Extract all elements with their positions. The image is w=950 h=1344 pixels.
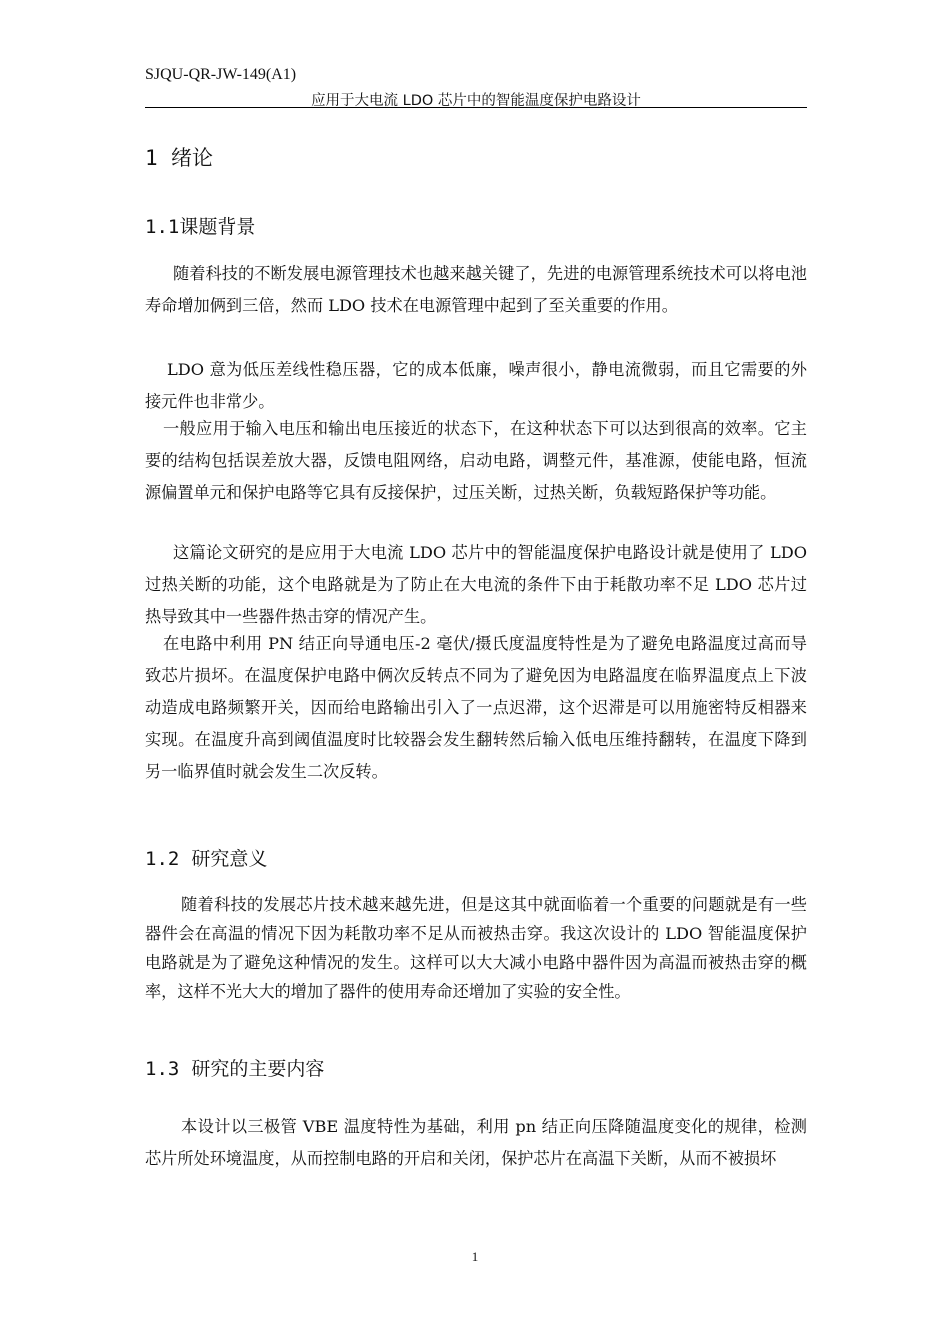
page-number: 1 xyxy=(471,1249,479,1264)
section-title: 课题背景 xyxy=(179,216,256,238)
paragraph: 本设计以三极管 VBE 温度特性为基础，利用 pn 结正向压降随温度变化的规律，检测芯片所处环境温度，从而控制电路的开启和关闭，保护芯片在高温下关断，从而不被损坏 xyxy=(145,1117,807,1168)
section-heading-1-3 xyxy=(145,1054,807,1081)
paragraph: LDO 意为低压差线性稳压器，它的成本低廉，噪声很小，静电流微弱，而且它需要的外接元件也非常少。 xyxy=(145,360,807,411)
paragraph: 随着科技的发展芯片技术越来越先进，但是这其中就面临着一个重要的问题就是有一些器件会在高温的情况下因为耗散功率不足从而被热击穿。我这次设计的 LDO 智能温度保护电路就是为了避免这种情况的发生。这样可以大大减小电路中器件因为高温而被热击穿的概率，这样不光大大的增加了器件的使用寿命还增加了实验的安全性。 xyxy=(145,895,807,1001)
chapter-heading xyxy=(145,142,807,172)
section-heading-1-2 xyxy=(145,844,807,871)
paragraph: 这篇论文研究的是应用于大电流 LDO 芯片中的智能温度保护电路设计就是使用了 LDO 过热关断的功能，这个电路就是为了防止在大电流的条件下由于耗散功率不足 LDO 芯片过热导致其中一些器件热击穿的情况产生。 xyxy=(145,543,807,626)
section-heading-1-1 xyxy=(145,212,807,239)
chapter-number: 1 xyxy=(145,146,158,170)
section-number: 1.2 xyxy=(145,848,180,870)
section-number: 1.3 xyxy=(145,1058,180,1080)
paragraph: 一般应用于输入电压和输出电压接近的状态下，在这种状态下可以达到很高的效率。它主要的结构包括误差放大器，反馈电阻网络，启动电路，调整元件，基准源，使能电路，恒流源偏置单元和保护电路等它具有反接保护，过压关断，过热关断，负载短路保护等功能。 xyxy=(145,419,807,502)
header-rule xyxy=(145,107,807,108)
section-title: 研究意义 xyxy=(191,848,268,870)
paragraph: 在电路中利用 PN 结正向导通电压-2 毫伏/摄氏度温度特性是为了避免电路温度过高而导致芯片损坏。在温度保护电路中俩次反转点不同为了避免因为电路温度在临界温度点上下波动造成电路频繁开关，因而给电路输出引入了一点迟滞，这个迟滞是可以用施密特反相器来实现。在温度升高到阈值温度时比较器会发生翻转然后输入低电压维持翻转，在温度下降到另一临界值时就会发生二次反转。 xyxy=(145,634,807,781)
section-title: 研究的主要内容 xyxy=(191,1058,325,1080)
running-header-title: 应用于大电流 LDO 芯片中的智能温度保护电路设计 xyxy=(311,93,641,109)
chapter-title: 绪论 xyxy=(171,146,214,170)
paragraph: 随着科技的不断发展电源管理技术也越来越关键了，先进的电源管理系统技术可以将电池寿命增加俩到三倍，然而 LDO 技术在电源管理中起到了至关重要的作用。 xyxy=(145,264,807,315)
document-code: SJQU-QR-JW-149(A1) xyxy=(145,66,297,83)
section-number: 1.1 xyxy=(145,216,180,238)
